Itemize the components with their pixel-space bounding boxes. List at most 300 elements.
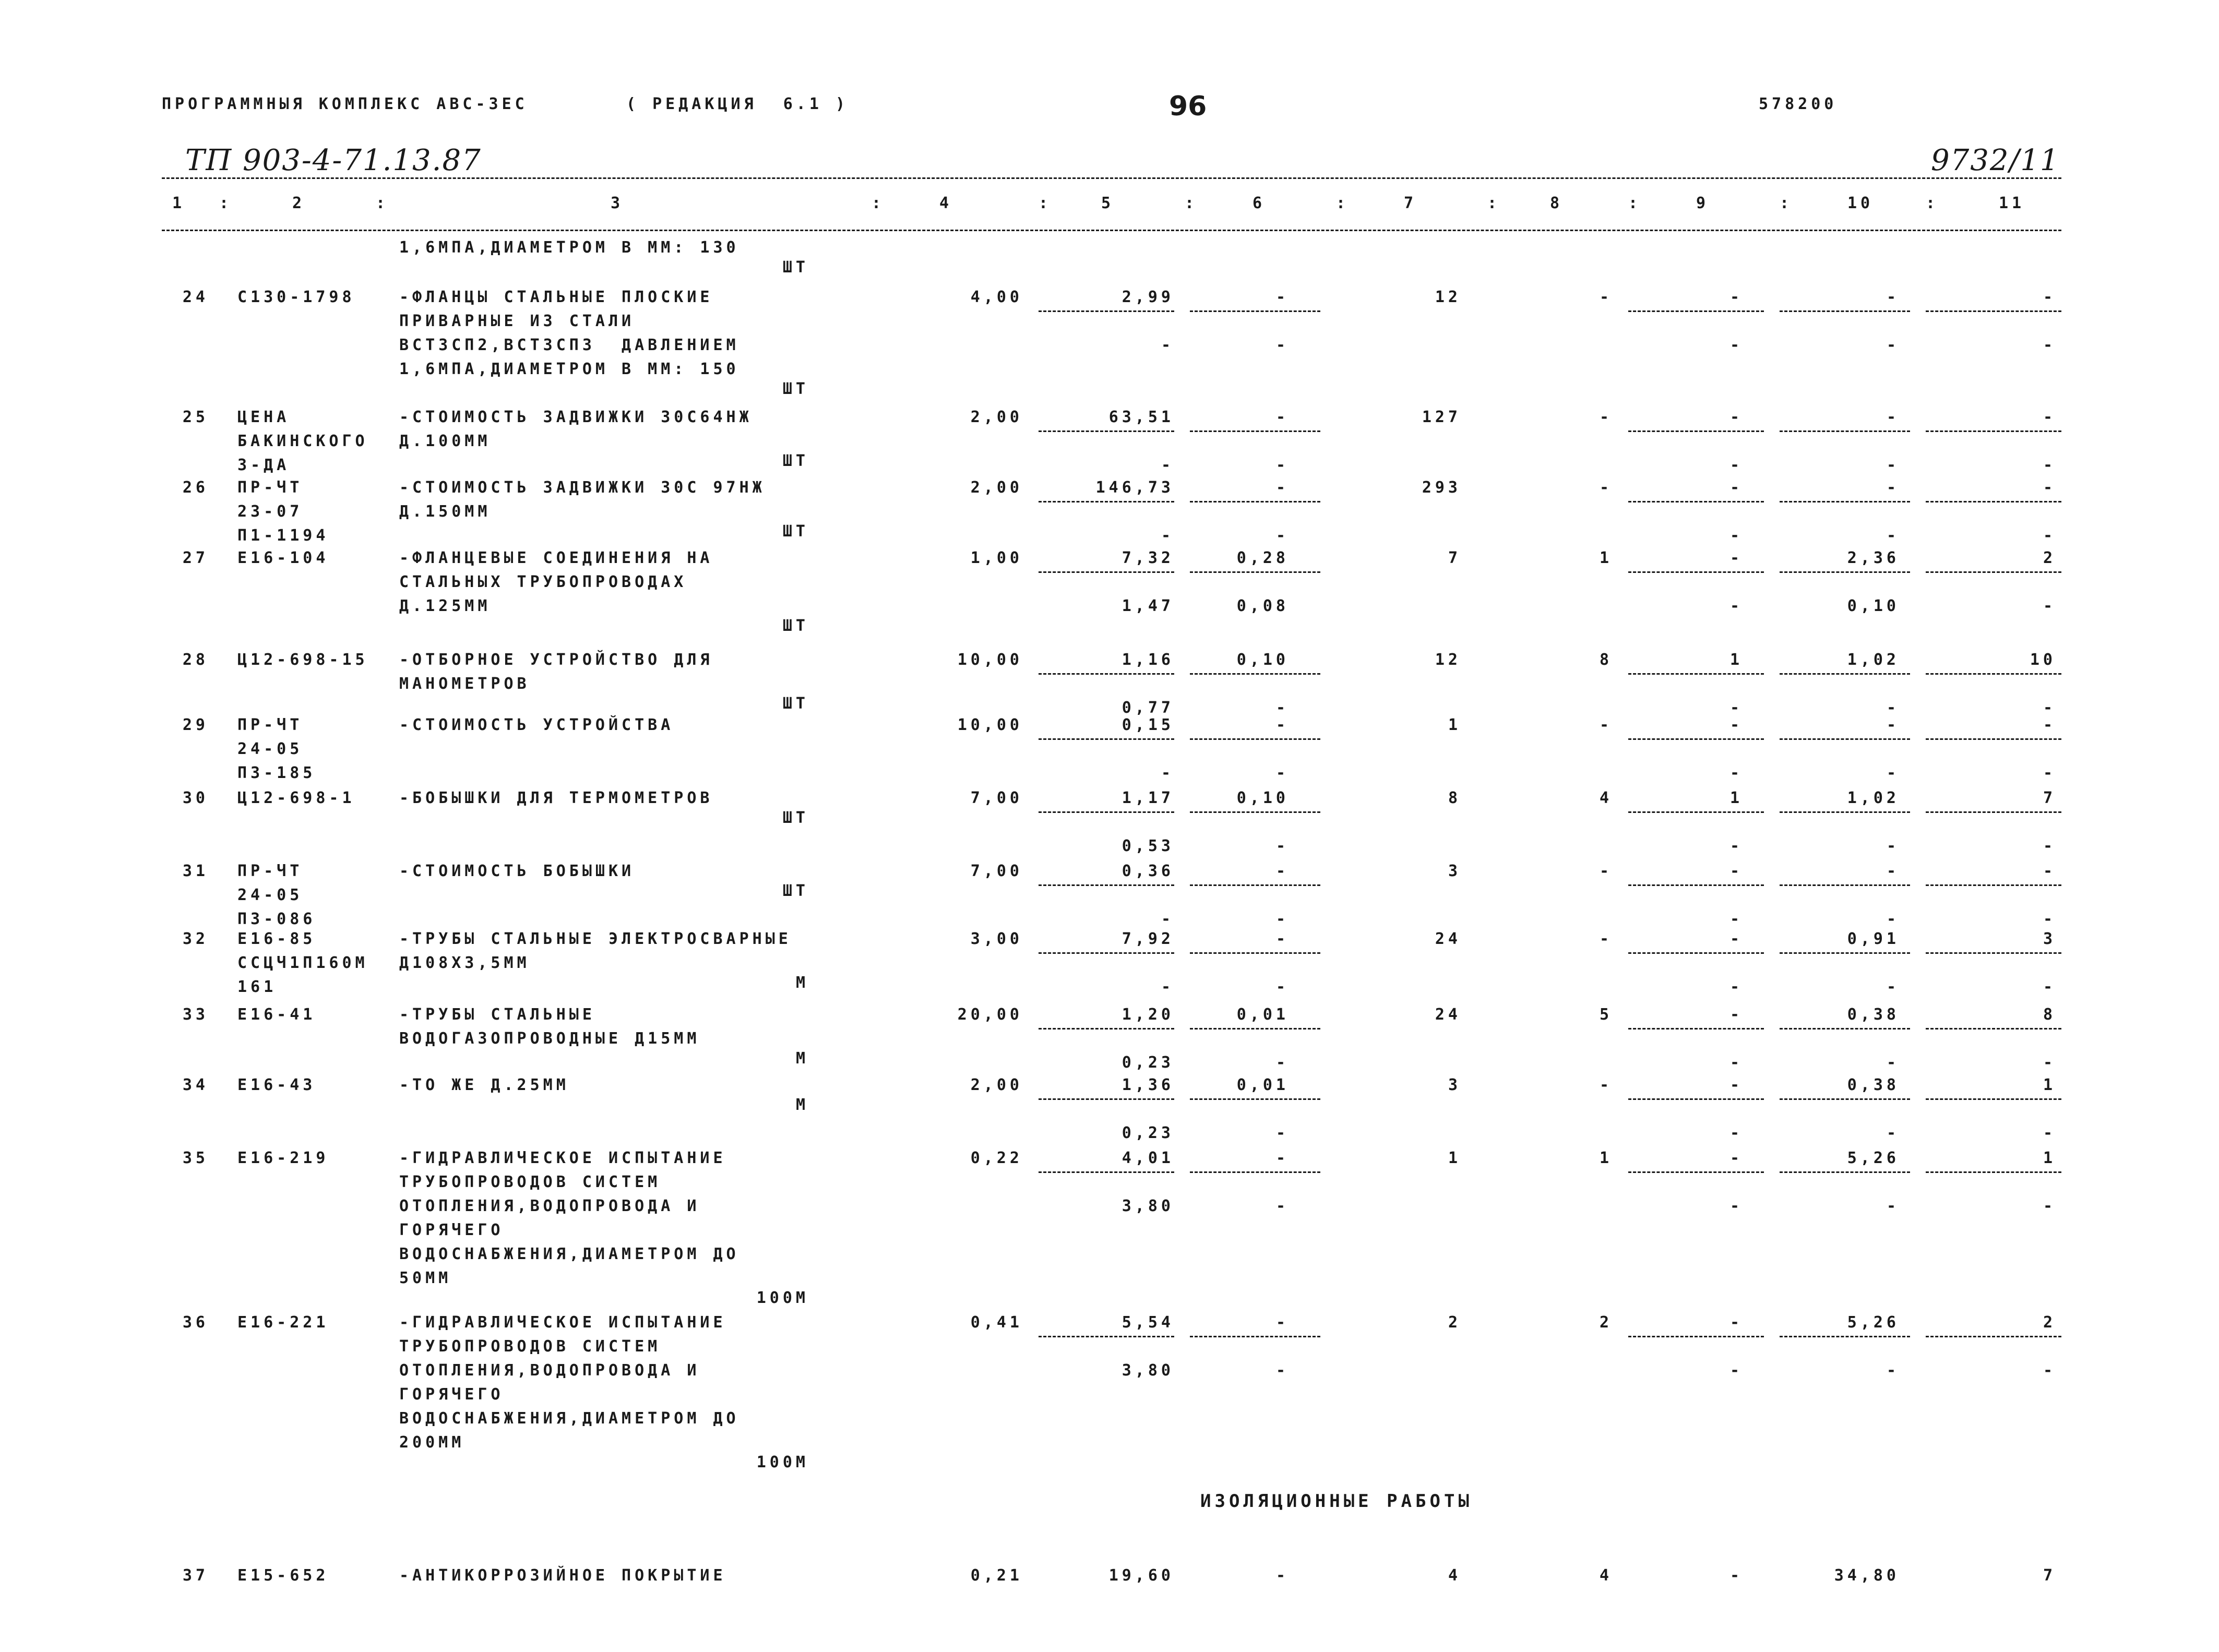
col10-wage-cell: - xyxy=(1886,336,1900,354)
fraction-rule xyxy=(1780,1028,1910,1029)
quantity-cell: 0,41 xyxy=(970,1313,1023,1332)
col6-wage-cell: - xyxy=(1275,1124,1289,1142)
col10-cell: 1,02 xyxy=(1847,789,1900,807)
page-number: 96 xyxy=(1169,91,1207,122)
col9-cell: - xyxy=(1729,1005,1743,1024)
unit-of-measure: ШТ xyxy=(782,258,809,277)
col8-cell: - xyxy=(1599,1076,1613,1094)
unit-cost-cell: 2,99 xyxy=(1122,288,1174,306)
col11-cell: 7 xyxy=(2043,1566,2056,1585)
row-number: 35 xyxy=(182,1149,209,1167)
fraction-rule xyxy=(1628,501,1764,502)
fraction-rule xyxy=(1926,1098,2061,1100)
col9-wage-cell: - xyxy=(1729,1197,1743,1215)
col8-cell: - xyxy=(1599,930,1613,948)
column-separator: : xyxy=(376,194,389,212)
col6-cell: - xyxy=(1275,408,1289,426)
norm-code: 161 xyxy=(237,978,277,996)
col9-cell: 1 xyxy=(1729,789,1743,807)
col6-wage-cell: - xyxy=(1275,978,1289,996)
unit-cost-wage-cell: 0,23 xyxy=(1122,1054,1174,1072)
col9-cell: - xyxy=(1729,549,1743,567)
col10-wage-cell: - xyxy=(1886,978,1900,996)
work-description: -ФЛАНЦЕВЫЕ СОЕДИНЕНИЯ НА xyxy=(399,549,713,567)
col8-cell: - xyxy=(1599,478,1613,497)
work-description: МАНОМЕТРОВ xyxy=(399,675,530,693)
col8-cell: - xyxy=(1599,408,1613,426)
col8-cell: 2 xyxy=(1599,1313,1613,1332)
col11-wage-cell: - xyxy=(2043,1054,2056,1072)
norm-code: Е16-221 xyxy=(237,1313,329,1332)
quantity-cell: 2,00 xyxy=(970,1076,1023,1094)
col10-wage-cell: - xyxy=(1886,1197,1900,1215)
col11-cell: 1 xyxy=(2043,1149,2056,1167)
work-description: ПРИВАРНЫЕ ИЗ СТАЛИ xyxy=(399,312,635,330)
row-number: 24 xyxy=(182,288,209,306)
col7-cell: 12 xyxy=(1435,288,1461,306)
fraction-rule xyxy=(1190,1098,1320,1100)
work-description: Д.100ММ xyxy=(399,432,491,450)
fraction-rule xyxy=(1039,1171,1174,1173)
col6-wage-cell: - xyxy=(1275,526,1289,545)
column-header-5: 5 xyxy=(1101,194,1115,212)
col11-cell: 2 xyxy=(2043,549,2056,567)
unit-of-measure: ШТ xyxy=(782,452,809,470)
unit-of-measure: М xyxy=(795,1096,809,1114)
col9-wage-cell: - xyxy=(1729,526,1743,545)
fraction-rule xyxy=(1926,571,2061,573)
norm-code: Е16-85 xyxy=(237,930,316,948)
col11-wage-cell: - xyxy=(2043,764,2056,782)
col10-wage-cell: 0,10 xyxy=(1847,597,1900,615)
work-description: ВОДОГАЗОПРОВОДНЫЕ Д15ММ xyxy=(399,1029,700,1048)
unit-cost-cell: 4,01 xyxy=(1122,1149,1174,1167)
work-description: 50ММ xyxy=(399,1269,452,1287)
col6-cell: - xyxy=(1275,478,1289,497)
col11-cell: - xyxy=(2043,862,2056,880)
work-description: ВОДОСНАБЖЕНИЯ,ДИАМЕТРОМ ДО xyxy=(399,1409,739,1428)
col7-cell: 3 xyxy=(1448,862,1461,880)
col10-wage-cell: - xyxy=(1886,1361,1900,1380)
unit-of-measure: 100М xyxy=(756,1289,809,1307)
row-number: 33 xyxy=(182,1005,209,1024)
fraction-rule xyxy=(1190,952,1320,954)
doc-ref-right: 9732/11 xyxy=(1931,143,2060,177)
col6-cell: - xyxy=(1275,288,1289,306)
unit-of-measure: ШТ xyxy=(782,522,809,541)
fraction-rule xyxy=(1190,310,1320,312)
unit-cost-cell: 1,17 xyxy=(1122,789,1174,807)
col10-wage-cell: - xyxy=(1886,910,1900,928)
col9-cell: - xyxy=(1729,1566,1743,1585)
unit-cost-cell: 5,54 xyxy=(1122,1313,1174,1332)
norm-code: П1-1194 xyxy=(237,526,329,545)
unit-cost-cell: 0,36 xyxy=(1122,862,1174,880)
norm-code: ССЦЧ1П160М xyxy=(237,954,368,972)
fraction-rule xyxy=(1190,1028,1320,1029)
column-header-9: 9 xyxy=(1696,194,1710,212)
column-header-11: 11 xyxy=(1999,194,2025,212)
fraction-rule xyxy=(1039,310,1174,312)
col6-cell: - xyxy=(1275,1149,1289,1167)
quantity-cell: 3,00 xyxy=(970,930,1023,948)
unit-of-measure: ШТ xyxy=(782,809,809,827)
col6-cell: 0,28 xyxy=(1236,549,1289,567)
col10-wage-cell: - xyxy=(1886,837,1900,855)
col10-wage-cell: - xyxy=(1886,1124,1900,1142)
fraction-rule xyxy=(1039,884,1174,886)
norm-code: ПР-ЧТ xyxy=(237,862,303,880)
unit-of-measure: ШТ xyxy=(782,617,809,635)
fraction-rule xyxy=(1628,738,1764,740)
unit-cost-cell: 1,20 xyxy=(1122,1005,1174,1024)
unit-cost-cell: 7,32 xyxy=(1122,549,1174,567)
col9-cell: - xyxy=(1729,1076,1743,1094)
quantity-cell: 2,00 xyxy=(970,478,1023,497)
row-number: 27 xyxy=(182,549,209,567)
col6-wage-cell: - xyxy=(1275,699,1289,717)
edition-label: ( РЕДАКЦИЯ 6.1 ) xyxy=(626,95,849,113)
fraction-rule xyxy=(1628,673,1764,675)
work-description: -ТРУБЫ СТАЛЬНЫЕ xyxy=(399,1005,595,1024)
col7-cell: 4 xyxy=(1448,1566,1461,1585)
fraction-rule xyxy=(1039,571,1174,573)
work-description: -БОБЫШКИ ДЛЯ ТЕРМОМЕТРОВ xyxy=(399,789,713,807)
col10-cell: 5,26 xyxy=(1847,1149,1900,1167)
fraction-rule xyxy=(1780,1171,1910,1173)
col6-wage-cell: - xyxy=(1275,1054,1289,1072)
col11-cell: - xyxy=(2043,716,2056,734)
fraction-rule xyxy=(1926,310,2061,312)
col8-cell: - xyxy=(1599,862,1613,880)
norm-code: Е15-652 xyxy=(237,1566,329,1585)
col9-wage-cell: - xyxy=(1729,1054,1743,1072)
work-description: ВОДОСНАБЖЕНИЯ,ДИАМЕТРОМ ДО xyxy=(399,1245,739,1263)
col9-cell: - xyxy=(1729,1149,1743,1167)
column-header-3: 3 xyxy=(611,194,624,212)
col10-cell: 5,26 xyxy=(1847,1313,1900,1332)
fraction-rule xyxy=(1190,811,1320,813)
fraction-rule xyxy=(1628,1098,1764,1100)
norm-code: ПЗ-086 xyxy=(237,910,316,928)
col10-wage-cell: - xyxy=(1886,526,1900,545)
col6-cell: 0,10 xyxy=(1236,789,1289,807)
col6-cell: 0,10 xyxy=(1236,651,1289,669)
col7-cell: 24 xyxy=(1435,1005,1461,1024)
unit-cost-wage-cell: - xyxy=(1161,336,1174,354)
column-header-2: 2 xyxy=(292,194,306,212)
unit-of-measure: М xyxy=(795,974,809,992)
fraction-rule xyxy=(1926,501,2061,502)
column-separator: : xyxy=(1628,194,1642,212)
col11-wage-cell: - xyxy=(2043,597,2056,615)
col11-wage-cell: - xyxy=(2043,1124,2056,1142)
col8-cell: 8 xyxy=(1599,651,1613,669)
work-description: ВСТЗСП2,ВСТЗСПЗ ДАВЛЕНИЕМ xyxy=(399,336,739,354)
unit-of-measure: ШТ xyxy=(782,695,809,713)
col6-wage-cell: 0,08 xyxy=(1236,597,1289,615)
col7-cell: 3 xyxy=(1448,1076,1461,1094)
fraction-rule xyxy=(1628,430,1764,432)
fraction-rule xyxy=(1628,1171,1764,1173)
col10-wage-cell: - xyxy=(1886,456,1900,474)
col11-wage-cell: - xyxy=(2043,1361,2056,1380)
fraction-rule xyxy=(1190,673,1320,675)
fraction-rule xyxy=(1926,952,2061,954)
unit-of-measure: ШТ xyxy=(782,380,809,398)
fraction-rule xyxy=(1039,673,1174,675)
col7-cell: 2 xyxy=(1448,1313,1461,1332)
quantity-cell: 2,00 xyxy=(970,408,1023,426)
fraction-rule xyxy=(1039,501,1174,502)
quantity-cell: 1,00 xyxy=(970,549,1023,567)
fraction-rule xyxy=(1628,571,1764,573)
fraction-rule xyxy=(1780,1098,1910,1100)
col7-cell: 127 xyxy=(1422,408,1461,426)
work-description: -СТОИМОСТЬ ЗАДВИЖКИ 30С 97НЖ xyxy=(399,478,766,497)
col9-wage-cell: - xyxy=(1729,837,1743,855)
fraction-rule xyxy=(1926,811,2061,813)
col7-cell: 7 xyxy=(1448,549,1461,567)
row-number: 25 xyxy=(182,408,209,426)
col10-cell: - xyxy=(1886,288,1900,306)
work-description: -ГИДРАВЛИЧЕСКОЕ ИСПЫТАНИЕ xyxy=(399,1313,726,1332)
fraction-rule xyxy=(1628,811,1764,813)
row-number: 30 xyxy=(182,789,209,807)
col11-cell: 1 xyxy=(2043,1076,2056,1094)
col9-wage-cell: - xyxy=(1729,597,1743,615)
unit-of-measure: ШТ xyxy=(782,882,809,900)
quantity-cell: 7,00 xyxy=(970,862,1023,880)
col11-wage-cell: - xyxy=(2043,910,2056,928)
unit-cost-cell: 0,15 xyxy=(1122,716,1174,734)
fraction-rule xyxy=(1190,738,1320,740)
fraction-rule xyxy=(1628,1028,1764,1029)
norm-code: С130-1798 xyxy=(237,288,355,306)
col10-wage-cell: - xyxy=(1886,764,1900,782)
norm-code: 23-07 xyxy=(237,502,303,521)
fraction-rule xyxy=(1190,1336,1320,1337)
fraction-rule xyxy=(1628,310,1764,312)
quantity-cell: 20,00 xyxy=(957,1005,1023,1024)
col11-cell: - xyxy=(2043,478,2056,497)
program-title: ПРОГРАММНЫЯ КОМПЛЕКС АВС-ЗЕС xyxy=(162,95,528,113)
fraction-rule xyxy=(1190,501,1320,502)
fraction-rule xyxy=(1926,1336,2061,1337)
col9-wage-cell: - xyxy=(1729,456,1743,474)
column-separator: : xyxy=(1185,194,1198,212)
row-number: 31 xyxy=(182,862,209,880)
col7-cell: 293 xyxy=(1422,478,1461,497)
fraction-rule xyxy=(1628,884,1764,886)
unit-cost-wage-cell: 3,80 xyxy=(1122,1361,1174,1380)
work-description: -СТОИМОСТЬ УСТРОЙСТВА xyxy=(399,716,674,734)
col6-wage-cell: - xyxy=(1275,837,1289,855)
unit-cost-wage-cell: - xyxy=(1161,526,1174,545)
col6-cell: 0,01 xyxy=(1236,1005,1289,1024)
col10-wage-cell: - xyxy=(1886,699,1900,717)
col11-wage-cell: - xyxy=(2043,456,2056,474)
col9-cell: - xyxy=(1729,716,1743,734)
fraction-rule xyxy=(1780,310,1910,312)
work-description: ОТОПЛЕНИЯ,ВОДОПРОВОДА И xyxy=(399,1361,700,1380)
work-description: -ТО ЖЕ Д.25ММ xyxy=(399,1076,569,1094)
unit-cost-cell: 7,92 xyxy=(1122,930,1174,948)
fraction-rule xyxy=(1780,884,1910,886)
fraction-rule xyxy=(1039,738,1174,740)
col11-cell: 10 xyxy=(2030,651,2056,669)
column-separator: : xyxy=(1780,194,1793,212)
col6-wage-cell: - xyxy=(1275,910,1289,928)
norm-code: 24-05 xyxy=(237,740,303,758)
quantity-cell: 10,00 xyxy=(957,716,1023,734)
unit-cost-cell: 19,60 xyxy=(1108,1566,1174,1585)
fraction-rule xyxy=(1039,1028,1174,1029)
header-rule-top xyxy=(162,177,2061,179)
col6-wage-cell: - xyxy=(1275,764,1289,782)
fraction-rule xyxy=(1780,430,1910,432)
fraction-rule xyxy=(1780,738,1910,740)
col9-wage-cell: - xyxy=(1729,764,1743,782)
row-number: 34 xyxy=(182,1076,209,1094)
col8-cell: 1 xyxy=(1599,549,1613,567)
work-description: 1,6МПА,ДИАМЕТРОМ В ММ: 130 xyxy=(399,238,739,257)
work-description: СТАЛЬНЫХ ТРУБОПРОВОДАХ xyxy=(399,573,687,591)
fraction-rule xyxy=(1926,673,2061,675)
col8-cell: - xyxy=(1599,716,1613,734)
col10-cell: 0,38 xyxy=(1847,1076,1900,1094)
col9-cell: - xyxy=(1729,862,1743,880)
col10-cell: - xyxy=(1886,408,1900,426)
col11-wage-cell: - xyxy=(2043,1197,2056,1215)
col11-wage-cell: - xyxy=(2043,336,2056,354)
fraction-rule xyxy=(1628,952,1764,954)
col10-cell: 2,36 xyxy=(1847,549,1900,567)
col7-cell: 24 xyxy=(1435,930,1461,948)
col10-cell: - xyxy=(1886,716,1900,734)
quantity-cell: 7,00 xyxy=(970,789,1023,807)
fraction-rule xyxy=(1039,952,1174,954)
col8-cell: 5 xyxy=(1599,1005,1613,1024)
unit-cost-wage-cell: - xyxy=(1161,910,1174,928)
col6-cell: - xyxy=(1275,930,1289,948)
fraction-rule xyxy=(1190,571,1320,573)
col10-cell: - xyxy=(1886,862,1900,880)
fraction-rule xyxy=(1039,811,1174,813)
column-header-7: 7 xyxy=(1404,194,1417,212)
col11-cell: 3 xyxy=(2043,930,2056,948)
work-description: Д108Х3,5ММ xyxy=(399,954,530,972)
fraction-rule xyxy=(1780,952,1910,954)
col11-cell: 2 xyxy=(2043,1313,2056,1332)
quantity-cell: 10,00 xyxy=(957,651,1023,669)
unit-cost-wage-cell: 3,80 xyxy=(1122,1197,1174,1215)
column-header-10: 10 xyxy=(1847,194,1874,212)
column-separator: : xyxy=(1926,194,1939,212)
column-separator: : xyxy=(1336,194,1350,212)
norm-code: ПР-ЧТ xyxy=(237,478,303,497)
work-description: -ОТБОРНОЕ УСТРОЙСТВО ДЛЯ xyxy=(399,651,713,669)
work-description: ТРУБОПРОВОДОВ СИСТЕМ xyxy=(399,1173,661,1191)
work-description: Д.150ММ xyxy=(399,502,491,521)
col10-cell: - xyxy=(1886,478,1900,497)
col10-cell: 0,38 xyxy=(1847,1005,1900,1024)
work-description: 200ММ xyxy=(399,1433,465,1452)
norm-code: 24-05 xyxy=(237,886,303,904)
norm-code: Е16-104 xyxy=(237,549,329,567)
unit-cost-cell: 63,51 xyxy=(1108,408,1174,426)
header-rule-bottom xyxy=(162,230,2061,231)
work-description: -ГИДРАВЛИЧЕСКОЕ ИСПЫТАНИЕ xyxy=(399,1149,726,1167)
fraction-rule xyxy=(1039,1336,1174,1337)
norm-code: ЦЕНА xyxy=(237,408,290,426)
row-number: 28 xyxy=(182,651,209,669)
work-description: ГОРЯЧЕГО xyxy=(399,1221,504,1239)
work-description: -ТРУБЫ СТАЛЬНЫЕ ЭЛЕКТРОСВАРНЫЕ xyxy=(399,930,792,948)
work-description: -СТОИМОСТЬ БОБЫШКИ xyxy=(399,862,635,880)
fraction-rule xyxy=(1780,673,1910,675)
col7-cell: 8 xyxy=(1448,789,1461,807)
fraction-rule xyxy=(1926,738,2061,740)
fraction-rule xyxy=(1628,1336,1764,1337)
col6-cell: 0,01 xyxy=(1236,1076,1289,1094)
col9-cell: - xyxy=(1729,1313,1743,1332)
col6-cell: - xyxy=(1275,1566,1289,1585)
fraction-rule xyxy=(1926,1171,2061,1173)
doc-ref-left: ТП 903-4-71.13.87 xyxy=(185,143,482,177)
column-separator: : xyxy=(1039,194,1052,212)
unit-cost-wage-cell: 0,77 xyxy=(1122,699,1174,717)
section-title: ИЗОЛЯЦИОННЫЕ РАБОТЫ xyxy=(1200,1491,1473,1512)
col9-wage-cell: - xyxy=(1729,1361,1743,1380)
column-separator: : xyxy=(1487,194,1501,212)
col6-wage-cell: - xyxy=(1275,456,1289,474)
col11-wage-cell: - xyxy=(2043,526,2056,545)
col11-cell: 7 xyxy=(2043,789,2056,807)
col10-cell: 34,80 xyxy=(1834,1566,1900,1585)
row-number: 26 xyxy=(182,478,209,497)
work-description: -СТОИМОСТЬ ЗАДВИЖКИ 30С64НЖ xyxy=(399,408,753,426)
col7-cell: 1 xyxy=(1448,716,1461,734)
quantity-cell: 0,21 xyxy=(970,1566,1023,1585)
col11-cell: 8 xyxy=(2043,1005,2056,1024)
unit-cost-cell: 1,16 xyxy=(1122,651,1174,669)
col7-cell: 1 xyxy=(1448,1149,1461,1167)
column-header-4: 4 xyxy=(939,194,953,212)
fraction-rule xyxy=(1926,1028,2061,1029)
col11-wage-cell: - xyxy=(2043,978,2056,996)
col9-wage-cell: - xyxy=(1729,978,1743,996)
col10-cell: 1,02 xyxy=(1847,651,1900,669)
unit-of-measure: М xyxy=(795,1049,809,1068)
fraction-rule xyxy=(1039,1098,1174,1100)
col9-wage-cell: - xyxy=(1729,1124,1743,1142)
col11-cell: - xyxy=(2043,408,2056,426)
col9-cell: - xyxy=(1729,288,1743,306)
unit-cost-wage-cell: - xyxy=(1161,978,1174,996)
fraction-rule xyxy=(1780,571,1910,573)
fraction-rule xyxy=(1926,430,2061,432)
col8-cell: 4 xyxy=(1599,789,1613,807)
norm-code: З-ДА xyxy=(237,456,290,474)
unit-cost-cell: 1,36 xyxy=(1122,1076,1174,1094)
col6-wage-cell: - xyxy=(1275,1197,1289,1215)
unit-cost-wage-cell: - xyxy=(1161,764,1174,782)
row-number: 32 xyxy=(182,930,209,948)
work-description: ГОРЯЧЕГО xyxy=(399,1385,504,1404)
work-description: ТРУБОПРОВОДОВ СИСТЕМ xyxy=(399,1337,661,1356)
norm-code: Ц12-698-1 xyxy=(237,789,355,807)
